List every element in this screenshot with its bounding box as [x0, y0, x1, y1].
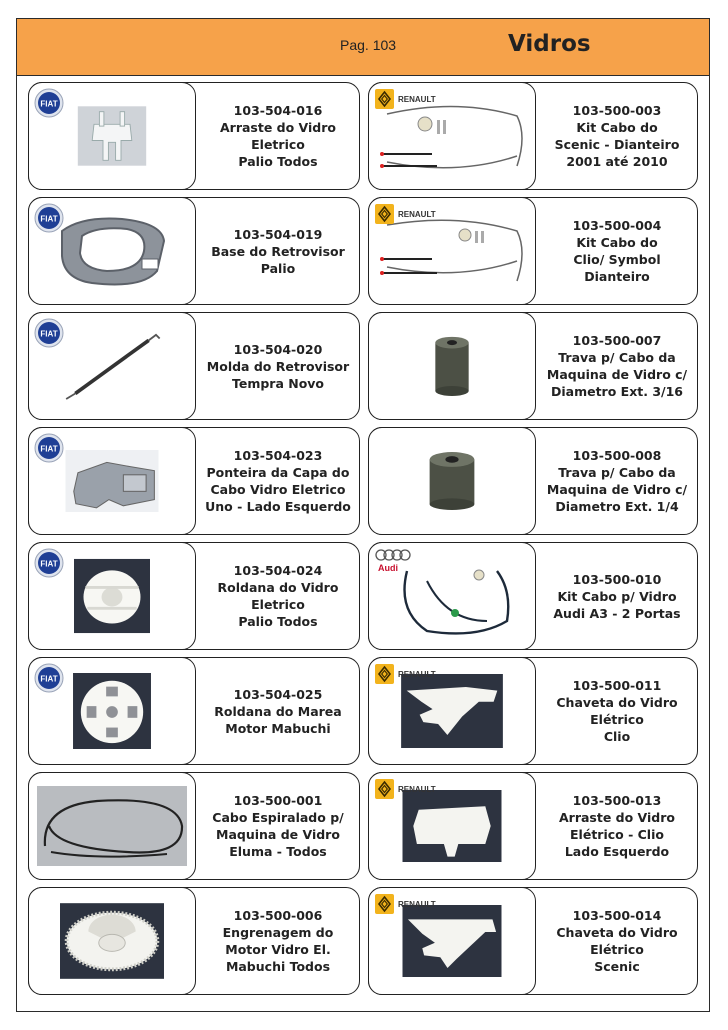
product-code: 103-504-019 — [233, 226, 323, 242]
product-code: 103-500-004 — [572, 218, 662, 233]
fiat-logo — [34, 433, 64, 467]
product-description-line: Maquina de Vidro c/ — [546, 482, 688, 497]
svg-text:FIAT: FIAT — [40, 444, 58, 454]
product-code: 103-500-013 — [572, 793, 662, 808]
fiat-logo — [34, 88, 64, 122]
product-photo — [28, 887, 196, 995]
product-description-line: Eluma - Todos — [229, 844, 327, 859]
product-description-line: Chaveta do Vidro — [556, 695, 678, 710]
product-description-line: Roldana do Marea — [214, 703, 342, 719]
product-description-line: Elétrico - Clio — [570, 827, 664, 842]
product-description — [196, 887, 360, 995]
product-description — [196, 542, 360, 650]
product-description-line: Ponteira da Capa do — [206, 465, 350, 480]
product-description-line: Arraste do Vidro — [558, 810, 675, 825]
product-description-line: Eletrico — [251, 597, 305, 612]
svg-text:FIAT: FIAT — [40, 214, 58, 224]
svg-text:FIAT: FIAT — [40, 674, 58, 684]
product-description-line: Audi A3 - 2 Portas — [553, 605, 681, 621]
product-description — [536, 82, 698, 190]
product-description-line: Maquina de Vidro — [216, 827, 340, 842]
product-description — [536, 542, 698, 650]
product-code: 103-504-024 — [233, 563, 323, 578]
product-description-line: Scenic — [594, 959, 640, 974]
product-code: 103-504-023 — [233, 448, 323, 463]
product-description-line: Mabuchi Todos — [225, 959, 331, 974]
product-description — [196, 427, 360, 535]
product-description-line: Roldana do Vidro — [217, 580, 339, 595]
product-description-line: Elétrico — [590, 712, 644, 727]
product-photo — [368, 427, 536, 535]
product-description-line: Lado Esquerdo — [564, 844, 670, 859]
product-description-line: Tempra Novo — [231, 375, 325, 391]
product-description — [196, 657, 360, 765]
svg-text:Audi: Audi — [378, 563, 398, 573]
product-description-line: Palio Todos — [238, 154, 318, 169]
product-description-line: Maquina de Vidro c/ — [546, 367, 688, 382]
page-number: Pag. 103 — [340, 37, 397, 53]
product-description-line: Chaveta do Vidro — [556, 925, 678, 940]
product-description — [536, 887, 698, 995]
fiat-logo — [34, 318, 64, 352]
product-code: 103-500-001 — [233, 793, 323, 808]
product-code: 103-500-011 — [572, 678, 662, 693]
product-description-line: Base do Retrovisor — [211, 243, 345, 259]
product-description — [196, 312, 360, 420]
product-description — [196, 772, 360, 880]
product-description-line: Clio — [603, 729, 631, 744]
product-code: 103-504-020 — [233, 341, 323, 357]
renault-logo — [374, 893, 454, 919]
section-title: Vidros — [508, 31, 591, 57]
svg-text:RENAULT: RENAULT — [398, 900, 436, 909]
audi-logo — [374, 548, 414, 578]
product-code: 103-504-025 — [233, 686, 323, 702]
product-description-line: Trava p/ Cabo da — [558, 465, 676, 480]
renault-logo — [374, 778, 454, 804]
product-description-line: Elétrico — [590, 942, 644, 957]
product-description-line: Molda do Retrovisor — [206, 358, 350, 374]
product-description-line: Uno - Lado Esquerdo — [205, 499, 351, 514]
product-description — [196, 197, 360, 305]
product-code: 103-500-007 — [572, 333, 662, 348]
product-description-line: Palio — [260, 260, 296, 276]
product-description-line: Kit Cabo do — [576, 235, 658, 250]
product-description-line: Diametro Ext. 3/16 — [550, 384, 683, 399]
product-description — [536, 197, 698, 305]
product-description-line: Motor Vidro El. — [225, 942, 331, 957]
product-code: 103-504-016 — [233, 103, 323, 118]
product-code: 103-500-008 — [572, 448, 662, 463]
svg-text:RENAULT: RENAULT — [398, 670, 436, 679]
product-description-line: Trava p/ Cabo da — [558, 350, 676, 365]
product-description-line: Dianteiro — [584, 269, 650, 284]
renault-logo — [374, 663, 454, 689]
product-description-line: Diametro Ext. 1/4 — [555, 499, 679, 514]
renault-logo — [374, 88, 454, 114]
product-code: 103-500-014 — [572, 908, 662, 923]
svg-text:FIAT: FIAT — [40, 329, 58, 339]
product-description — [536, 427, 698, 535]
product-description-line: Kit Cabo do — [576, 120, 658, 135]
product-description-line: 2001 até 2010 — [566, 154, 668, 169]
product-description-line: Cabo Espiralado p/ — [212, 810, 344, 825]
product-description — [536, 312, 698, 420]
product-code: 103-500-003 — [572, 103, 662, 118]
product-description-line: Palio Todos — [238, 614, 318, 629]
product-description-line: Eletrico — [251, 137, 305, 152]
product-description-line: Arraste do Vidro — [219, 120, 336, 135]
product-code: 103-500-006 — [233, 908, 323, 923]
svg-text:FIAT: FIAT — [40, 559, 58, 569]
svg-text:RENAULT: RENAULT — [398, 95, 436, 104]
product-description-line: Scenic - Dianteiro — [554, 137, 680, 152]
product-description-line: Clio/ Symbol — [573, 252, 661, 267]
svg-text:RENAULT: RENAULT — [398, 210, 436, 219]
fiat-logo — [34, 663, 64, 697]
product-description-line: Kit Cabo p/ Vidro — [557, 588, 677, 604]
renault-logo — [374, 203, 454, 229]
product-photo — [28, 772, 196, 880]
product-code: 103-500-010 — [572, 571, 662, 587]
product-description — [536, 772, 698, 880]
product-description — [536, 657, 698, 765]
fiat-logo — [34, 203, 64, 237]
product-description — [196, 82, 360, 190]
fiat-logo — [34, 548, 64, 582]
product-description-line: Cabo Vidro Eletrico — [210, 482, 346, 497]
product-photo — [368, 312, 536, 420]
product-description-line: Engrenagem do — [222, 925, 334, 940]
product-description-line: Motor Mabuchi — [225, 720, 331, 736]
svg-text:FIAT: FIAT — [40, 99, 58, 109]
svg-text:RENAULT: RENAULT — [398, 785, 436, 794]
